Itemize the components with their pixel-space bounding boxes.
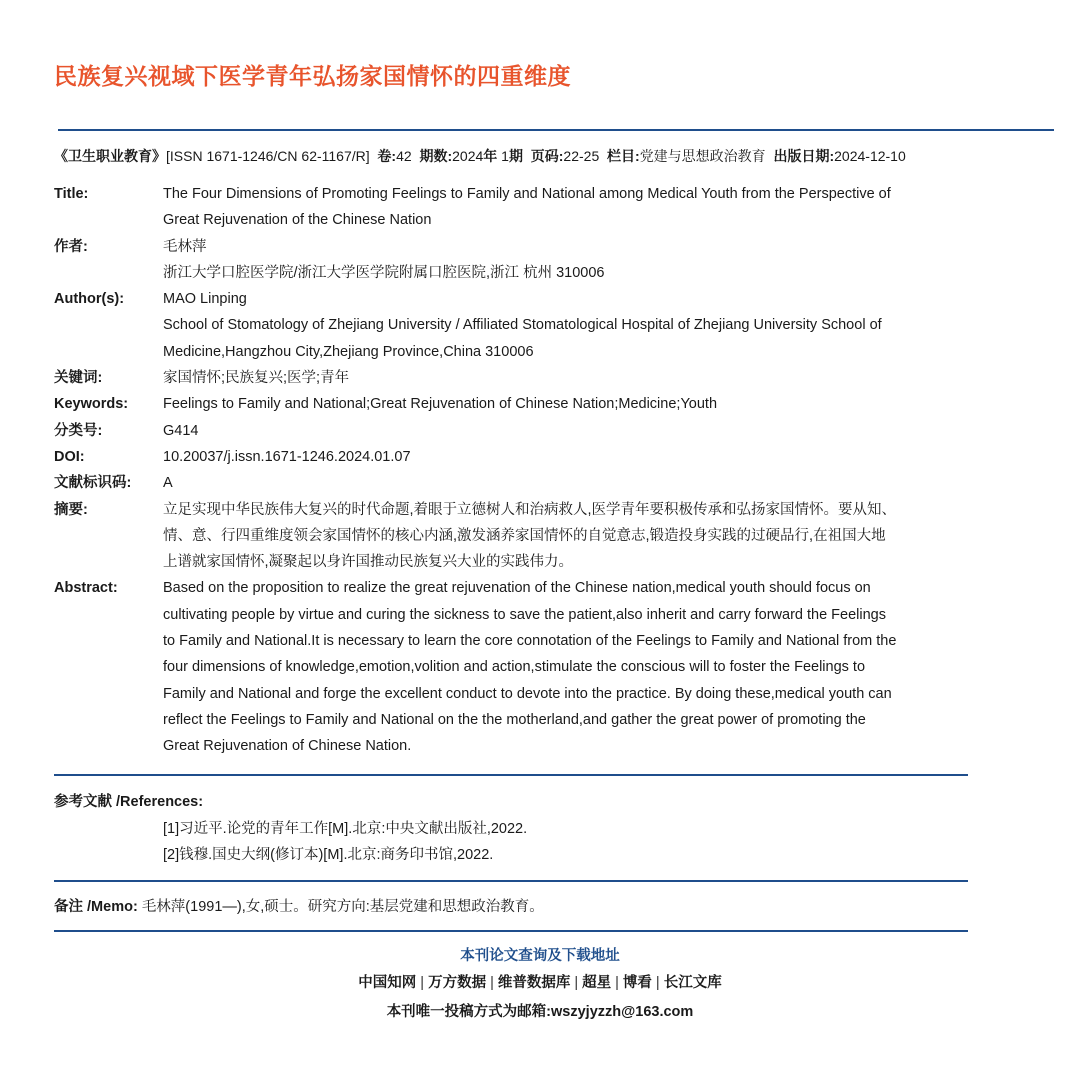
article-title: 民族复兴视域下医学青年弘扬家国情怀的四重维度 xyxy=(54,63,571,89)
abstract-en-line: Great Rejuvenation of Chinese Nation. xyxy=(163,738,412,755)
pages: 22-25 xyxy=(563,148,600,164)
issue-no: 1 xyxy=(501,148,509,164)
site-link[interactable]: 超星 xyxy=(582,975,612,991)
title-en-line: Great Rejuvenation of the Chinese Nation xyxy=(163,212,432,229)
footer-sites xyxy=(0,971,1080,992)
issue-unit: 期 xyxy=(508,148,523,164)
author-cn-label: 作者: xyxy=(54,238,88,255)
abstract-en-line: cultivating people by virtue and curing the sickness to save the patient,also inherit and carry forward the Feelings xyxy=(163,606,886,623)
site-link[interactable]: 万方数据 xyxy=(428,975,487,991)
references-heading: 参考文献 /References: xyxy=(54,794,204,810)
footer-heading: 本刊论文查询及下载地址 xyxy=(460,948,620,964)
abstract-en-line: four dimensions of knowledge,emotion,volition and action,stimulate the conscious will to foster the Feelings to xyxy=(163,659,866,676)
reference-item: [1]习近平.论党的青年工作[M].北京:中央文献出版社,2022. xyxy=(163,821,528,837)
title-en-line: The Four Dimensions of Promoting Feelings to Family and National among Medical Youth from the Perspective of xyxy=(163,186,891,202)
keywords-cn-label: 关键词: xyxy=(54,370,103,387)
author-en: MAO Linping xyxy=(163,291,247,308)
submission-email: 本刊唯一投稿方式为邮箱:wszyjyzzh@163.com xyxy=(386,1004,694,1020)
field-author-cn xyxy=(54,234,984,287)
abstract-cn-label: 摘要: xyxy=(54,501,88,518)
field-keywords-cn xyxy=(54,365,984,391)
memo-label: 备注 /Memo: xyxy=(54,899,138,915)
issue-year-unit: 年 xyxy=(483,148,498,164)
affiliation-en-line: Medicine,Hangzhou City,Zhejiang Province,China 310006 xyxy=(163,343,534,360)
abstract-cn-line: 上谱就家国情怀,凝聚起以身许国推动民族复兴大业的实践伟力。 xyxy=(163,554,574,571)
divider-top xyxy=(58,129,1054,131)
abstract-cn-line: 情、意、行四重维度领会家国情怀的核心内涵,激发涵养家国情怀的自觉意志,锻造投身实践的过硬品行,在祖国大地 xyxy=(163,527,886,544)
memo xyxy=(54,896,544,918)
doi: 10.20037/j.issn.1671-1246.2024.01.07 xyxy=(163,448,411,465)
references-list xyxy=(163,816,527,869)
doc-code-label: 文献标识码: xyxy=(54,475,132,492)
site-link[interactable]: 博看 xyxy=(622,975,652,991)
affiliation-en-line: School of Stomatology of Zhejiang University / Affiliated Stomatological Hospital of Zhejiang University School of xyxy=(163,317,882,334)
classification: G414 xyxy=(163,422,199,439)
pages-label: 页码: xyxy=(530,148,564,164)
issn: [ISSN 1671-1246/CN 62-1167/R] xyxy=(166,148,370,164)
site-link[interactable]: 长江文库 xyxy=(663,975,722,991)
affiliation-cn: 浙江大学口腔医学院/浙江大学医学院附属口腔医院,浙江 杭州 310006 xyxy=(163,264,605,281)
reference-item: [2]钱穆.国史大纲(修订本)[M].北京:商务印书馆,2022. xyxy=(163,847,494,864)
volume-label: 卷: xyxy=(377,148,397,164)
classification-label: 分类号: xyxy=(54,422,103,439)
field-keywords-en xyxy=(54,391,984,417)
keywords-en-label: Keywords: xyxy=(54,396,129,413)
abstract-cn-line: 立足实现中华民族伟大复兴的时代命题,着眼于立德树人和治病救人,医学青年要积极传承和弘扬家国情怀。要从知、 xyxy=(163,501,897,518)
abstract-en-label: Abstract: xyxy=(54,580,118,597)
abstract-en-line: to Family and National.It is necessary to learn the core connotation of the Feelings to Family and National from the xyxy=(163,633,897,650)
author-cn: 毛林萍 xyxy=(163,238,207,255)
field-abstract-cn xyxy=(54,497,984,576)
author-en-label: Author(s): xyxy=(54,291,125,308)
abstract-en-line: reflect the Feelings to Family and National on the the motherland,and gather the great power of promoting the xyxy=(163,711,866,728)
volume: 42 xyxy=(396,148,412,164)
site-link[interactable]: 维普数据库 xyxy=(497,975,571,991)
separator: | xyxy=(420,975,425,991)
divider-references xyxy=(54,774,968,776)
separator: | xyxy=(574,975,579,991)
abstract-en-line: Family and National and forge the excellent conduct to devote into the practice. By doing these,medical youth can xyxy=(163,685,892,702)
column-label: 栏目: xyxy=(607,148,640,164)
keywords-cn: 家国情怀;民族复兴;医学;青年 xyxy=(163,370,350,387)
field-classification xyxy=(54,418,984,444)
abstract-en-line: Based on the proposition to realize the great rejuvenation of the Chinese nation,medical youth should focus on xyxy=(163,580,871,597)
citation-meta xyxy=(54,146,1064,166)
journal-name: 《卫生职业教育》 xyxy=(54,148,166,164)
field-title xyxy=(54,181,984,234)
field-author-en xyxy=(54,286,984,365)
memo-text: 毛林萍(1991—),女,硕士。研究方向:基层党建和思想政治教育。 xyxy=(141,899,544,915)
separator: | xyxy=(490,975,494,991)
column: 党建与思想政治教育 xyxy=(639,148,766,164)
issue-year: 2024 xyxy=(452,148,484,164)
doi-label: DOI: xyxy=(54,448,85,465)
title-label: Title: xyxy=(54,186,89,202)
field-doi xyxy=(54,444,984,470)
divider-footer xyxy=(54,930,968,932)
separator: | xyxy=(655,975,660,991)
date-label: 出版日期: xyxy=(773,148,835,164)
doc-code: A xyxy=(163,475,173,492)
separator: | xyxy=(615,975,619,991)
issue-label: 期数: xyxy=(419,148,453,164)
divider-memo xyxy=(54,880,968,882)
field-abstract-en xyxy=(54,575,984,759)
field-doc-code xyxy=(54,470,984,496)
publish-date: 2024-12-10 xyxy=(834,148,906,164)
keywords-en: Feelings to Family and National;Great Rejuvenation of Chinese Nation;Medicine;Youth xyxy=(163,396,718,413)
article-fields xyxy=(54,181,984,760)
site-link[interactable]: 中国知网 xyxy=(358,975,417,991)
